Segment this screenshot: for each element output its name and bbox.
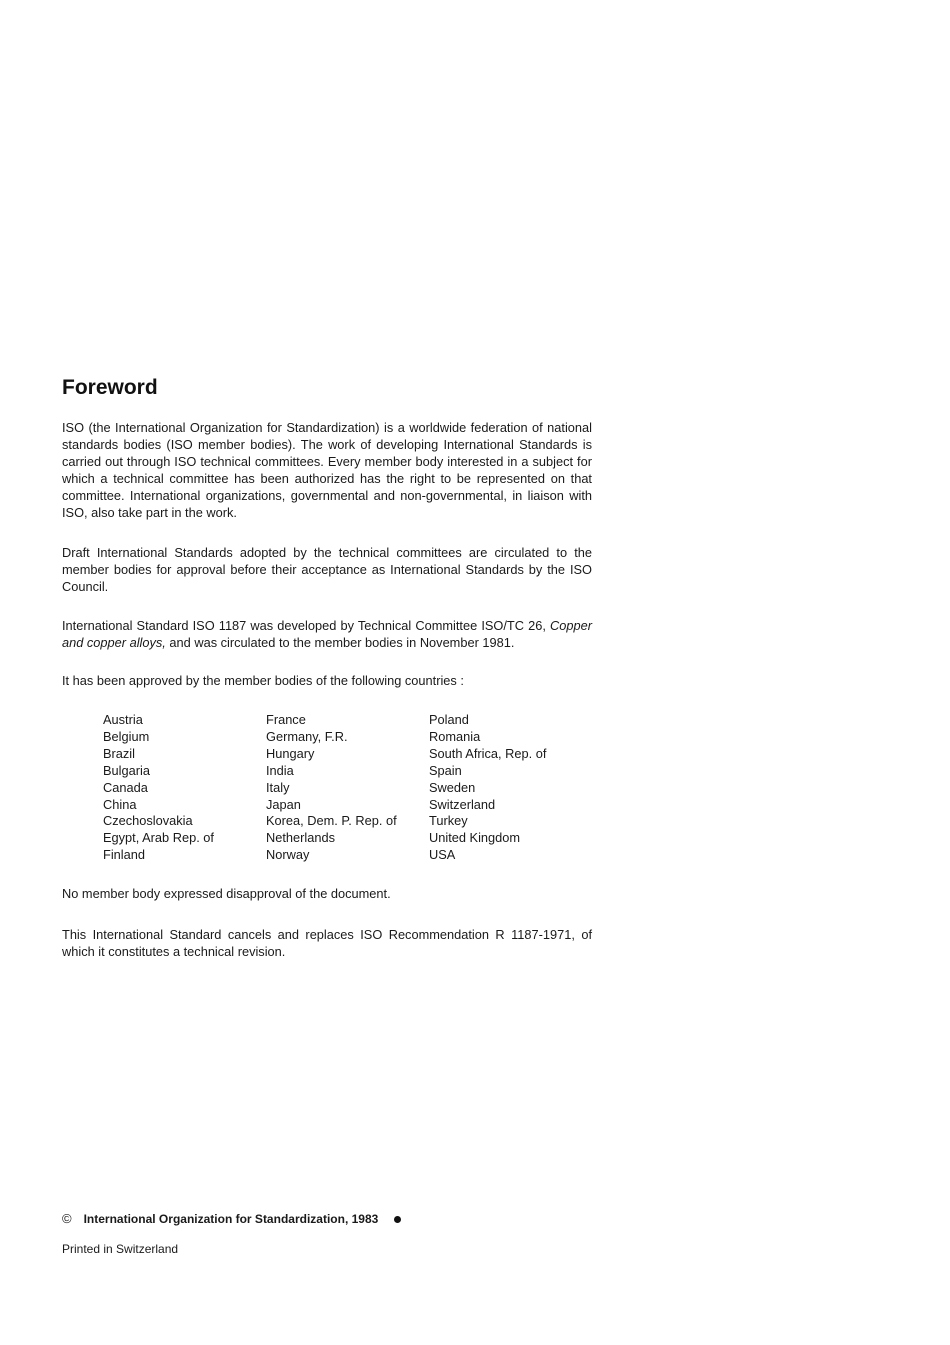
copyright-line xyxy=(62,1211,662,1227)
country-item: Italy xyxy=(266,779,290,795)
development-text-end: and was circulated to the member bodies in November 1981. xyxy=(165,635,515,650)
page-footer xyxy=(62,1211,662,1257)
printed-location: Printed in Switzerland xyxy=(62,1242,179,1256)
country-item: Poland xyxy=(429,712,469,727)
country-item: France xyxy=(266,712,306,727)
country-item: Norway xyxy=(266,847,310,863)
paragraph-iso-intro: ISO (the International Organization for Standardization) is a worldwide federation of national standards bodies (ISO member bodies). The work of developing International Standards is carried out through ISO technical committees. Every member body interested in a subject for which a technical committee has been authorized has the right to be represented on that committee. International organizations, governmental and non-governmental, in liaison with ISO, also take part in the work. xyxy=(62,420,592,520)
development-text-start: International Standard ISO 1187 was developed by Technical Committee ISO/TC 26, xyxy=(62,618,551,633)
country-column-3 xyxy=(429,712,592,864)
country-item: India xyxy=(266,762,294,778)
country-item: Switzerland xyxy=(429,796,496,812)
country-item: Germany, F.R. xyxy=(266,728,348,744)
country-item: South Africa, Rep. of xyxy=(429,745,547,761)
page-title: Foreword xyxy=(62,376,158,399)
country-item: Korea, Dem. P. Rep. of xyxy=(266,813,397,829)
country-item: Netherlands xyxy=(266,830,336,846)
country-list xyxy=(103,712,592,864)
country-column-2 xyxy=(266,712,429,864)
foreword-page xyxy=(62,374,592,960)
country-item: Romania xyxy=(429,728,481,744)
country-item: Czechoslovakia xyxy=(103,813,193,829)
country-item: United Kingdom xyxy=(429,830,521,846)
paragraph-replacement: This International Standard cancels and replaces ISO Recommendation R 1187-1971, of which it constitutes a technical revision. xyxy=(62,927,592,960)
paragraph-no-disapproval: No member body expressed disapproval of the document. xyxy=(62,886,391,902)
country-item: Egypt, Arab Rep. of xyxy=(103,830,214,846)
country-column-1 xyxy=(103,712,266,864)
paragraph-approval-intro: It has been approved by the member bodies of the following countries : xyxy=(62,673,464,688)
copyright-icon: © xyxy=(62,1211,72,1226)
country-item: Finland xyxy=(103,847,145,863)
country-item: Brazil xyxy=(103,745,135,761)
copyright-organization: International Organization for Standardization, 1983 xyxy=(83,1212,379,1226)
bullet-icon xyxy=(394,1216,401,1223)
paragraph-development xyxy=(62,617,592,651)
country-item: China xyxy=(103,796,137,812)
country-item: Austria xyxy=(103,712,143,727)
country-item: Bulgaria xyxy=(103,762,150,778)
country-item: Belgium xyxy=(103,728,150,744)
country-item: Canada xyxy=(103,779,148,795)
country-item: Japan xyxy=(266,796,301,812)
country-item: Spain xyxy=(429,762,462,778)
committee-subject: Copper and copper alloys, xyxy=(62,618,592,650)
country-item: Turkey xyxy=(429,813,468,829)
country-item: USA xyxy=(429,847,456,863)
paragraph-draft-standards: Draft International Standards adopted by the technical committees are circulated to the member bodies for approval before their acceptance as International Standards by the ISO Council. xyxy=(62,545,592,594)
country-item: Hungary xyxy=(266,745,315,761)
country-item: Sweden xyxy=(429,779,476,795)
